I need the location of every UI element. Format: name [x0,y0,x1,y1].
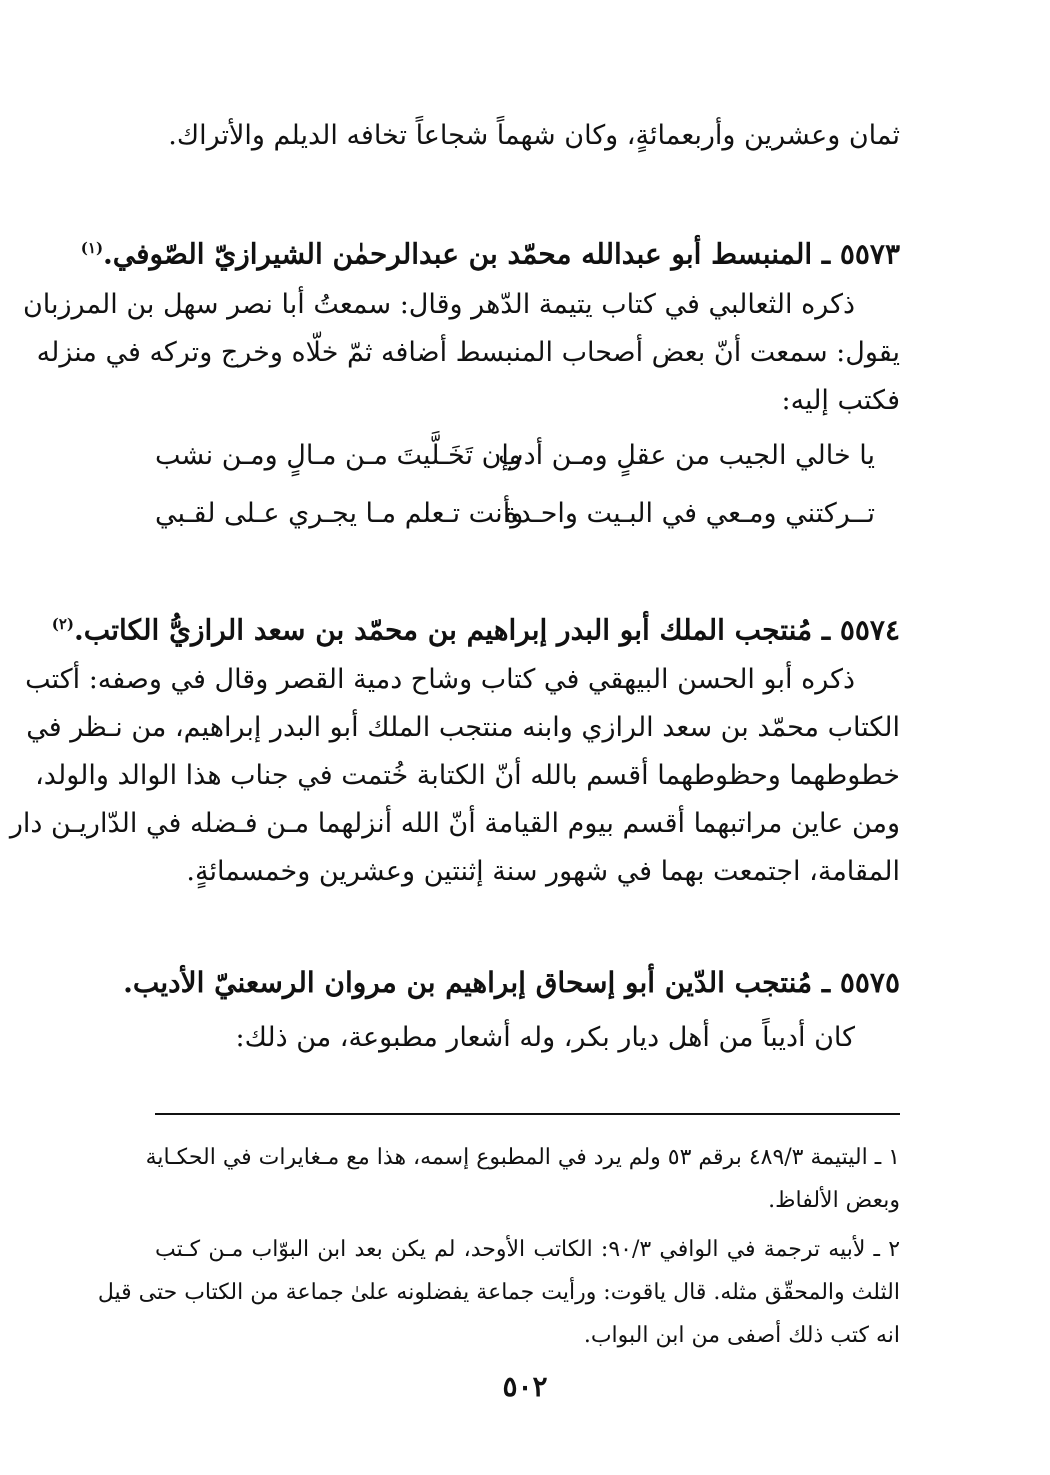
body-line: يقول: سمعت أنّ بعض أصحاب المنبسط أضافه ثمّ خلّاه وخرج وتركه في منزله [36,337,900,368]
body-line: ذكره أبو الحسن البيهقي في كتاب وشاح دمية القصر وقال في وصفه: أكتب [25,664,855,695]
body-line: خطوطهما وحظوطهما أقسم بالله أنّ الكتابة خُتمت في جناب هذا الوالد والولد، [35,760,900,791]
entry-title: ٥٥٧٤ ـ مُنتجب الملك أبو البدر إبراهيم بن محمّد بن سعد الرازيُّ الكاتب. [74,613,900,647]
footnote-line: انه كتب ذلك أصفى من ابن البواب. [583,1323,900,1348]
entry-heading-5575 [123,963,900,1003]
footnote-line: ١ ـ اليتيمة ٤٨٩/٣ برقم ٥٣ ولم يرد في المطبوع إسمه، هذا مع مـغايرات في الحكـاية [145,1145,900,1170]
body-line: ومن عاين مراتبهما أقسم بيوم القيامة أنّ الله أنزلهما مـن فـضله في الدّاريـن دار [9,808,900,839]
body-line: فكتب إليه: [781,385,900,416]
verse-hemistich-second: وإن تَخَـلَّيتَ مـن مـالٍ ومـن نشب [155,440,522,471]
body-line: كان أديباً من أهل ديار بكر، وله أشعار مطبوعة، من ذلك: [235,1022,855,1053]
continuation-line: ثمان وعشرين وأربعمائةٍ، وكان شهماً شجاعاً تخافه الديلم والأتراك. [168,120,900,151]
body-line: الكتاب محمّد بن سعد الرازي وابنه منتجب الملك أبو البدر إبراهيم، من نـظر في [26,712,900,743]
entry-heading-5574 [51,604,900,650]
footnote-line: الثلث والمحقّق مثله. قال ياقوت: ورأيت جماعة يفضلونه علىٰ جماعة من الكتاب حتى قيل [97,1280,900,1305]
page-number: ٥٠٢ [502,1370,548,1403]
entry-title: ٥٥٧٣ ـ المنبسط أبو عبدالله محمّد بن عبدالرحمٰن الشيرازيّ الصّوفي. [103,237,900,271]
verse-hemistich-first: تــركتني ومـعي في البـيت واحـدة [504,498,875,529]
entry-title: ٥٥٧٥ ـ مُنتجب الدّين أبو إسحاق إبراهيم بن مروان الرسعنيّ الأديب. [123,966,900,999]
body-line: ذكره الثعالبي في كتاب يتيمة الدّهر وقال: سمعتُ أبا نصر سهل بن المرزبان [22,289,855,320]
footnote-line: وبعض الألفاظ. [768,1188,900,1213]
entry-heading-5573 [80,228,900,274]
footnote-marker: (٢) [51,615,74,633]
footnote-line: ٢ ـ لأبيه ترجمة في الوافي ٩٠/٣: الكاتب الأوحد، لم يكن بعد ابن البوّاب مـن كـتب [155,1237,901,1262]
footnote-marker: (١) [80,239,104,257]
verse-hemistich-second: وأنت تـعلم مـا يجـري عـلى لقـبي [155,498,524,529]
verse-hemistich-first: يا خالي الجيب من عقلٍ ومـن أدب [498,440,875,471]
body-line: المقامة، اجتمعت بهما في شهور سنة إثنتين وعشرين وخمسمائةٍ. [186,856,900,887]
footnote-divider [155,1113,900,1115]
